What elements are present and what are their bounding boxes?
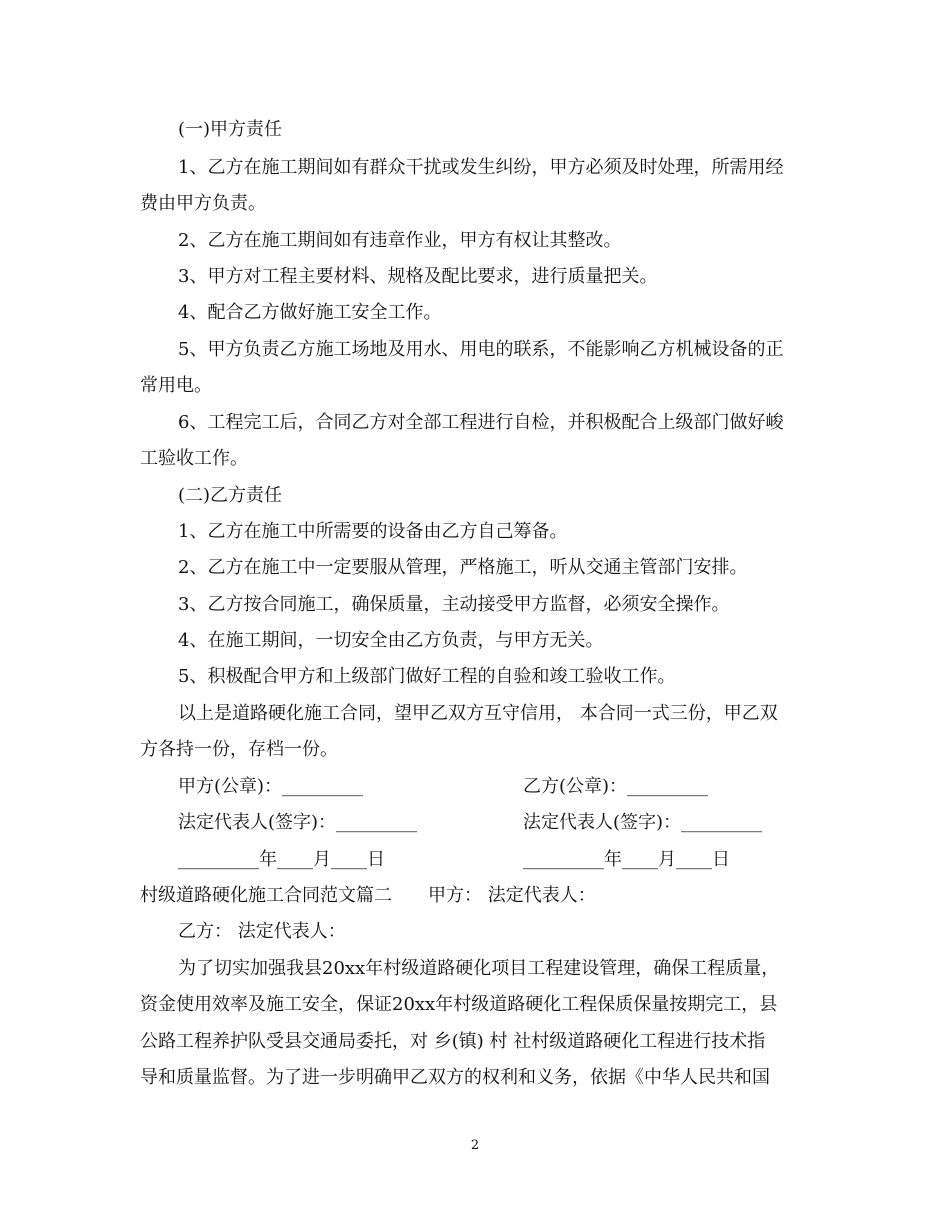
part2-paragraph-line4: 导和质量监督。为了进一步明确甲乙双方的权利和义务，依据《中华人民共和国 bbox=[140, 1067, 770, 1088]
clause-a-5-line1: 5、甲方负责乙方施工场地及用水、用电的联系，不能影响乙方机械设备的正 bbox=[178, 339, 784, 360]
clause-a-3: 3、甲方对工程主要材料、规格及配比要求，进行质量把关。 bbox=[178, 266, 658, 287]
part2-title-line: 村级道路硬化施工合同范文篇二 甲方： 法定代表人： bbox=[140, 885, 596, 906]
party-a-seal: 甲方(公章)：_________ bbox=[178, 776, 364, 797]
clause-b-3: 3、乙方按合同施工，确保质量，主动接受甲方监督，必须安全操作。 bbox=[178, 594, 730, 615]
party-b-date: _________年____月____日 bbox=[523, 849, 730, 870]
clause-b-4: 4、在施工期间，一切安全由乙方负责，与甲方无关。 bbox=[178, 630, 604, 651]
clause-a-6-line2: 工验收工作。 bbox=[140, 448, 248, 469]
closing-line1: 以上是道路硬化施工合同，望甲乙双方互守信用， 本合同一式三份，甲乙双 bbox=[178, 703, 778, 724]
part2-party-b-line: 乙方： 法定代表人： bbox=[178, 921, 346, 942]
part2-paragraph-line2: 资金使用效率及施工安全，保证20xx年村级道路硬化工程保质保量按期完工，县 bbox=[140, 994, 778, 1015]
clause-b-2: 2、乙方在施工中一定要服从管理，严格施工，听从交通主管部门安排。 bbox=[178, 557, 748, 578]
clause-b-1: 1、乙方在施工中所需要的设备由乙方自己筹备。 bbox=[178, 521, 568, 542]
party-b-representative: 法定代表人(签字)：_________ bbox=[523, 812, 763, 833]
clause-a-1-line1: 1、乙方在施工期间如有群众干扰或发生纠纷，甲方必须及时处理，所需用经 bbox=[178, 157, 784, 178]
clause-a-5-line2: 常用电。 bbox=[140, 375, 212, 396]
clause-a-4: 4、配合乙方做好施工安全工作。 bbox=[178, 302, 442, 323]
section-heading-party-a: (一)甲方责任 bbox=[178, 119, 283, 140]
clause-a-2: 2、乙方在施工期间如有违章作业，甲方有权让其整改。 bbox=[178, 230, 622, 251]
party-b-seal: 乙方(公章)：_________ bbox=[523, 776, 709, 797]
clause-b-5: 5、积极配合甲方和上级部门做好工程的自验和竣工验收工作。 bbox=[178, 666, 676, 687]
part2-paragraph-line1: 为了切实加强我县20xx年村级道路硬化项目工程建设管理，确保工程质量， bbox=[178, 958, 780, 979]
clause-a-1-line2: 费由甲方负责。 bbox=[140, 193, 266, 214]
clause-a-6-line1: 6、工程完工后，合同乙方对全部工程进行自检，并积极配合上级部门做好峻 bbox=[178, 412, 784, 433]
section-heading-party-b: (二)乙方责任 bbox=[178, 485, 283, 506]
page-number: 2 bbox=[470, 1138, 480, 1153]
closing-line2: 方各持一份，存档一份。 bbox=[140, 739, 338, 760]
part2-paragraph-line3: 公路工程养护队受县交通局委托，对 乡(镇) 村 社村级道路硬化工程进行技术指 bbox=[140, 1031, 766, 1052]
party-a-representative: 法定代表人(签字)：_________ bbox=[178, 812, 418, 833]
party-a-date: _________年____月____日 bbox=[178, 849, 385, 870]
